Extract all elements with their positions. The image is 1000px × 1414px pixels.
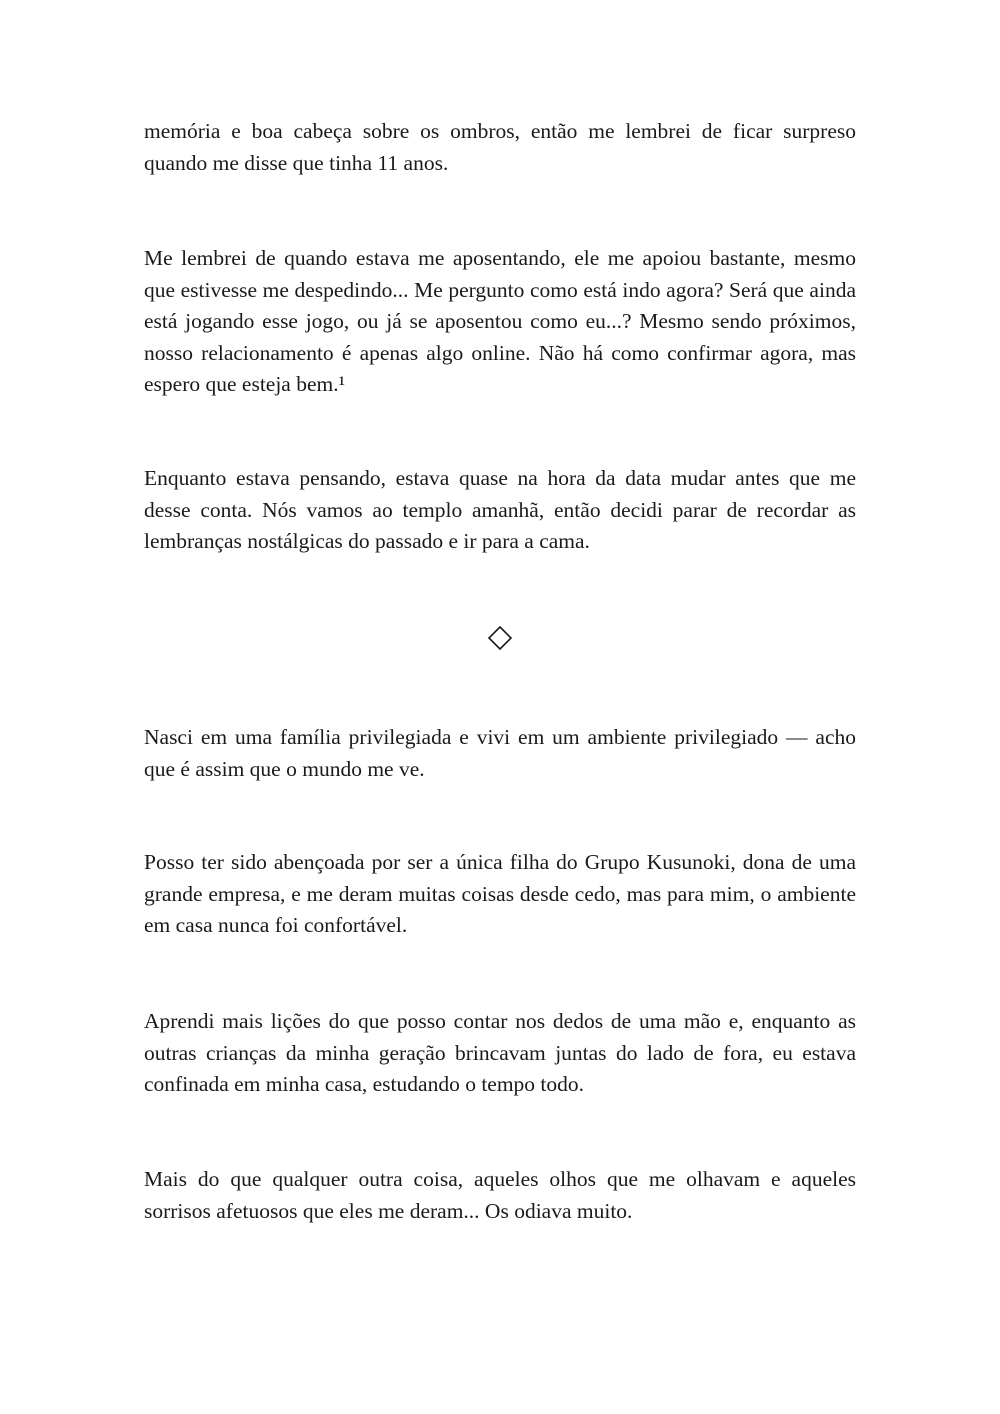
paragraph-5: Posso ter sido abençoada por ser a única filha do Grupo Kusunoki, dona de uma grande empresa, e me deram muitas coisas desde cedo, mas para mim, o ambiente em casa nunca foi confortável.	[144, 850, 856, 937]
paragraph-4: Nasci em uma família privilegiada e vivi em um ambiente privilegiado — acho que é assim que o mundo me ve.	[144, 725, 856, 781]
paragraph-6: Aprendi mais lições do que posso contar nos dedos de uma mão e, enquanto as outras crianças da minha geração brincavam juntas do lado de fora, eu estava confinada em minha casa, estudando o tempo todo.	[144, 1009, 856, 1096]
paragraph-2: Me lembrei de quando estava me aposentando, ele me apoiou bastante, mesmo que estivesse me despedindo... Me pergunto como está indo agora? Será que ainda está jogando esse jogo, ou já se aposentou como eu...? Mesmo sendo próximos, nosso relacionamento é apenas algo online. Não há como confirmar agora, mas espero que esteja bem.¹	[144, 246, 856, 396]
paragraph-1: memória e boa cabeça sobre os ombros, então me lembrei de ficar surpreso quando me disse que tinha 11 anos.	[144, 119, 856, 175]
diamond-outline-icon	[486, 624, 514, 652]
paragraph-3: Enquanto estava pensando, estava quase na hora da data mudar antes que me desse conta. Nós vamos ao templo amanhã, então decidi parar de recordar as lembranças nostálgicas do passado e ir para a cama.	[144, 466, 856, 553]
paragraph-7: Mais do que qualquer outra coisa, aqueles olhos que me olhavam e aqueles sorrisos afetuosos que eles me deram... Os odiava muito.	[144, 1167, 856, 1223]
